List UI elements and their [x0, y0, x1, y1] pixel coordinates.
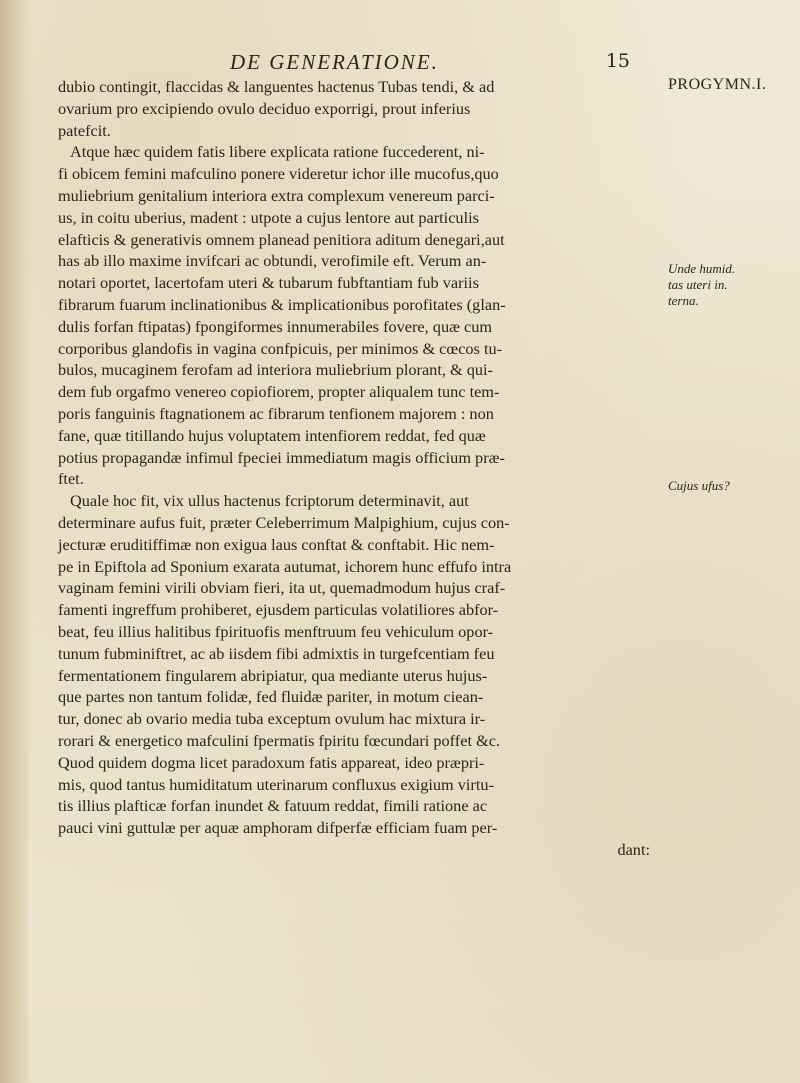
running-head: [230, 50, 630, 74]
text-line: tunum fubminiftret, ac ab iisdem fibi admixtis in turgefcentiam feu: [58, 643, 495, 663]
text-line: Quale hoc fit, vix ullus hactenus fcriptorum determinavit, aut: [70, 491, 469, 511]
margin-note-cujus-usus: Cujus ufus?: [668, 478, 730, 493]
text-line: fane, quæ titillando hujus voluptatem intenfiorem reddat, fed quæ: [58, 425, 486, 445]
text-line: corporibus glandofis in vagina confpicuis, per minimos & cœcos tu-: [58, 338, 503, 358]
text-line: ftet.: [58, 469, 84, 489]
page-number: 15: [605, 50, 630, 72]
text-line: muliebrium genitalium interiora extra complexum venereum parci-: [58, 185, 495, 205]
text-line: elafticis & generativis omnem planead penitiora aditum denegari,aut: [58, 229, 505, 249]
text-line: fermentationem fingularem abripiatur, qua mediante uterus hujus-: [58, 665, 488, 685]
text-line: dubio contingit, flaccidas & languentes hactenus Tubas tendi, & ad: [58, 77, 495, 96]
text-line: bulos, mucaginem ferofam ad interiora muliebrium plorant, & qui-: [58, 360, 493, 380]
text-line: jecturæ eruditiffimæ non exigua laus conftat & conftabit. Hic nem-: [58, 534, 495, 554]
text-line: vaginam femini virili obviam fieri, ita ut, quemadmodum hujus craf-: [58, 578, 506, 598]
margin-note-line: terna.: [668, 293, 699, 308]
text-line: us, in coitu uberius, madent : utpote a cujus lentore aut particulis: [58, 207, 479, 227]
text-line: beat, feu illius halitibus fpirituofis menftruum feu vehiculum opor-: [58, 621, 494, 641]
text-line: patefcit.: [58, 120, 111, 140]
text-line: rorari & energetico mafculini fpermatis fpiritu fœcundari poffet &c.: [58, 730, 500, 750]
text-line: notari oportet, lacertofam uteri & tubarum fubftantiam fub variis: [58, 273, 479, 293]
page-gutter: [0, 0, 28, 1083]
text-line: dulis forfan ftipatas) fpongiformes innumerabiles fovere, quæ cum: [58, 316, 493, 336]
margin-note-progymn: PROGYMN.I.: [668, 76, 767, 93]
text-line: tur, donec ab ovario media tuba exceptum ovulum hac mixtura ir-: [58, 709, 486, 729]
text-line: has ab illo maxime invifcari ac obtundi, verofimile eft. Verum an-: [58, 251, 487, 271]
text-line: Quod quidem dogma licet paradoxum fatis appareat, ideo præpri-: [58, 752, 485, 772]
margin-note-unde-humid: [668, 261, 735, 309]
running-title: DE GENERATIONE.: [230, 50, 439, 74]
text-line: Atque hæc quidem fatis libere explicata ratione fuccederent, ni-: [70, 142, 485, 162]
main-text-block: [58, 76, 658, 861]
text-line: mis, quod tantus humiditatum uterinarum confluxus exigium virtu-: [58, 774, 494, 794]
text-line: pe in Epiftola ad Sponium exarata autumat, ichorem hunc effufo intra: [58, 556, 512, 576]
text-line: poris fanguinis ftagnationem ac fibrarum tenfionem majorem : non: [58, 403, 494, 423]
text-line: dem fub orgafmo venereo copiofiorem, propter aliqualem tunc tem-: [58, 382, 500, 402]
text-line: determinare aufus fuit, præter Celeberrimum Malpighium, cujus con-: [58, 512, 510, 532]
margin-note-line: Unde humid.: [668, 261, 736, 276]
text-line: tis illius plafticæ forfan inundet & fatuum reddat, fimili ratione ac: [58, 796, 488, 816]
text-line: que partes non tantum folidæ, fed fluidæ pariter, in motum ciean-: [58, 687, 484, 707]
text-line: potius propagandæ infimul fpeciei immediatum magis officium præ-: [58, 447, 505, 467]
catchword: dant:: [617, 839, 650, 859]
text-line: famenti ingreffum prohiberet, ejusdem particulas volatiliores abfor-: [58, 600, 499, 620]
text-line: fibrarum fuarum inclinationibus & implicationibus porofitates (glan-: [58, 294, 506, 314]
text-line: ovarium pro excipiendo ovulo deciduo exporrigi, prout inferius: [58, 98, 471, 118]
text-line: fi obicem femini mafculino ponere videretur ichor ille mucofus,quo: [58, 164, 499, 184]
margin-note-line: tas uteri in.: [668, 277, 728, 292]
text-line: pauci vini guttulæ per aquæ amphoram difperfæ efficiam fuam per-: [58, 818, 498, 838]
